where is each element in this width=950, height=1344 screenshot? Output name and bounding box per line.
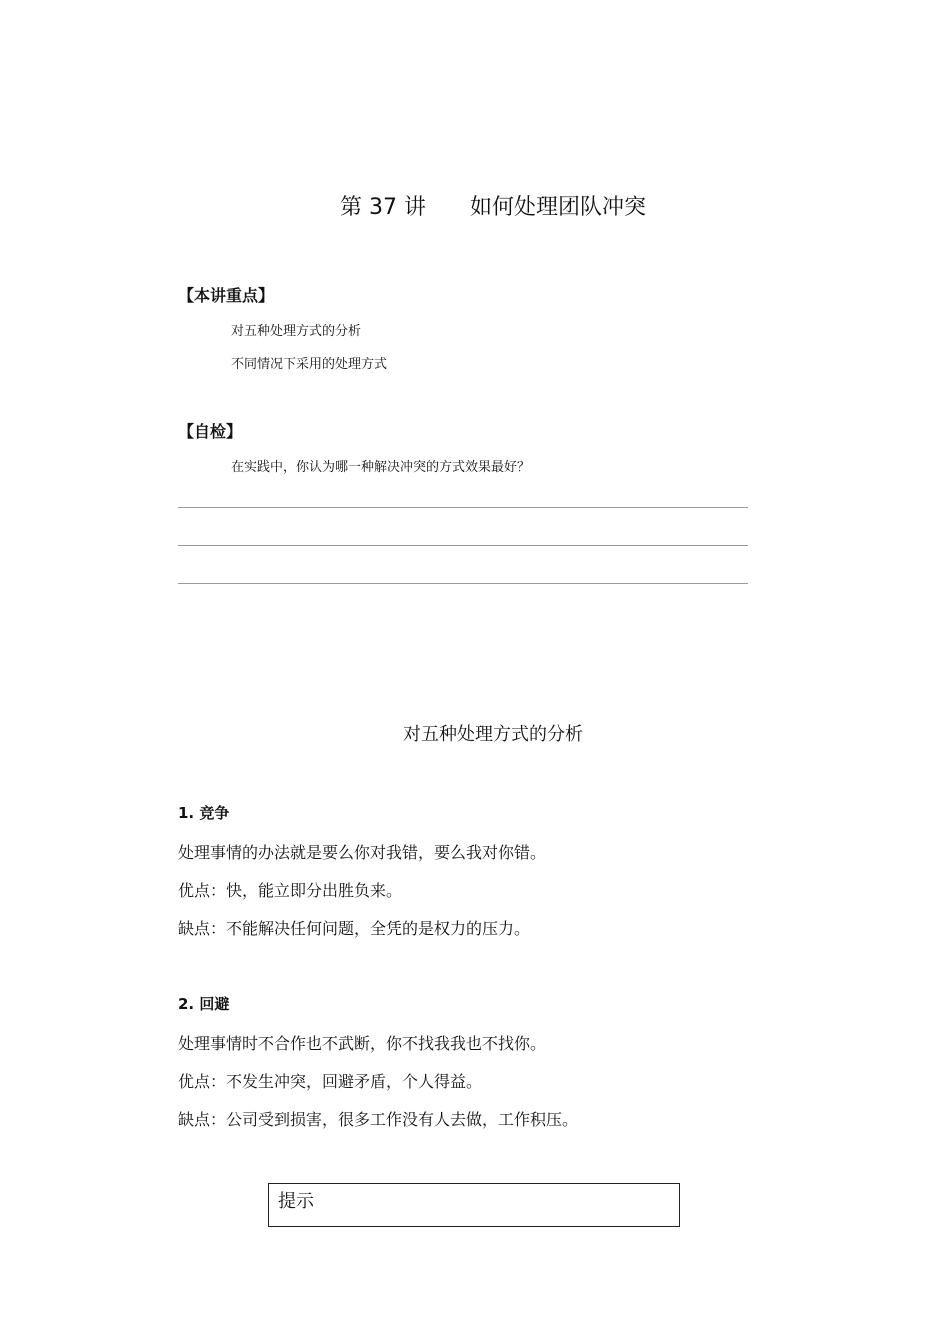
key-point-item: 对五种处理方式的分析 [231,324,362,339]
method-cons: 缺点：不能解决任何问题，全凭的是权力的压力。 [178,919,531,938]
self-check-question: 在实践中，你认为哪一种解决冲突的方式效果最好？ [231,460,531,475]
answer-line[interactable] [178,507,748,508]
section-title: 对五种处理方式的分析 [403,724,583,745]
method-pros: 优点：快，能立即分出胜负来。 [178,881,403,900]
method-cons: 缺点：公司受到损害，很多工作没有人去做，工作积压。 [178,1110,579,1129]
tip-box [268,1183,680,1227]
method-pros: 优点：不发生冲突，回避矛盾，个人得益。 [178,1072,483,1091]
method-heading: 1. 竞争 [178,804,230,822]
answer-line[interactable] [178,583,748,584]
self-check-tag: 【自检】 [178,422,243,441]
lecture-title: 如何处理团队冲突 [469,195,646,220]
method-description: 处理事情的办法就是要么你对我错，要么我对你错。 [178,843,547,862]
method-heading: 2. 回避 [178,995,230,1013]
lecture-number: 第 37 讲 [340,195,426,220]
key-point-item: 不同情况下采用的处理方式 [231,357,388,372]
method-description: 处理事情时不合作也不武断，你不找我我也不找你。 [178,1034,547,1053]
answer-line[interactable] [178,545,748,546]
page-title [0,190,950,221]
tip-label: 提示 [278,1191,314,1212]
key-points-tag: 【本讲重点】 [178,286,275,305]
